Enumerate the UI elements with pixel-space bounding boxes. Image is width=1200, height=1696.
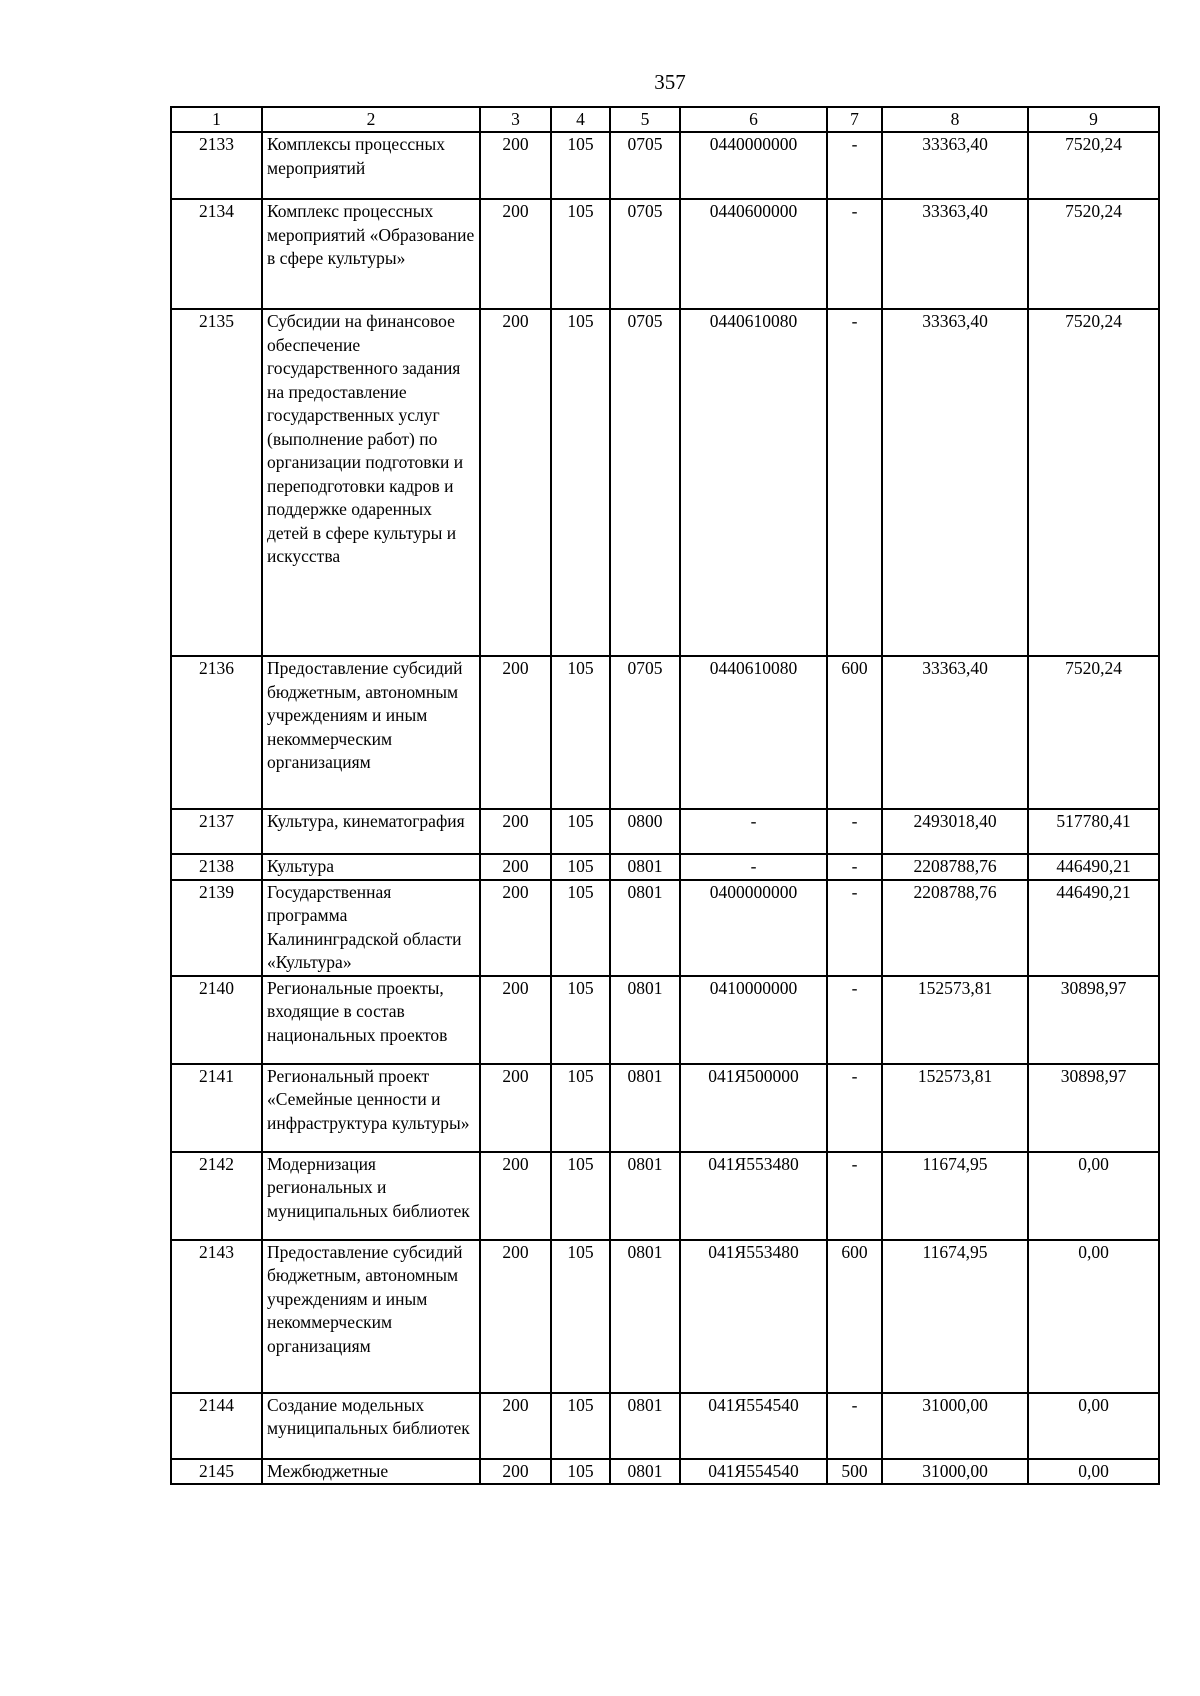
col7-value: - [827, 1152, 882, 1240]
col9-amount: 7520,24 [1028, 656, 1159, 809]
col6-value: 041Я553480 [680, 1152, 827, 1240]
row-name: Государственная программа Калининградской области «Культура» [262, 880, 480, 976]
table-row [171, 1240, 1159, 1393]
table-row [171, 880, 1159, 976]
col6-value: 041Я554540 [680, 1459, 827, 1485]
table-row [171, 1064, 1159, 1152]
table-row [171, 854, 1159, 880]
col3-value: 200 [480, 1152, 551, 1240]
col7-value: - [827, 854, 882, 880]
col5-value: 0705 [610, 132, 680, 199]
row-number: 2145 [171, 1459, 262, 1485]
table-row [171, 1152, 1159, 1240]
row-number: 2140 [171, 976, 262, 1064]
col3-value: 200 [480, 309, 551, 656]
col6-value: - [680, 854, 827, 880]
col4-value: 105 [551, 199, 610, 309]
row-number: 2139 [171, 880, 262, 976]
col7-value: - [827, 976, 882, 1064]
column-header-3: 3 [480, 107, 551, 132]
col7-value: - [827, 1393, 882, 1459]
col8-amount: 2493018,40 [882, 809, 1028, 854]
col5-value: 0801 [610, 976, 680, 1064]
col8-amount: 31000,00 [882, 1393, 1028, 1459]
col5-value: 0801 [610, 1064, 680, 1152]
column-header-9: 9 [1028, 107, 1159, 132]
col5-value: 0705 [610, 656, 680, 809]
col8-amount: 33363,40 [882, 309, 1028, 656]
col3-value: 200 [480, 1459, 551, 1485]
col5-value: 0705 [610, 309, 680, 656]
col9-amount: 0,00 [1028, 1152, 1159, 1240]
table-row [171, 1459, 1159, 1485]
col5-value: 0801 [610, 880, 680, 976]
col5-value: 0801 [610, 1152, 680, 1240]
col3-value: 200 [480, 656, 551, 809]
col8-amount: 33363,40 [882, 199, 1028, 309]
col6-value: 0440610080 [680, 656, 827, 809]
table-row [171, 1393, 1159, 1459]
col7-value: - [827, 809, 882, 854]
row-name: Модернизация региональных и муниципальных библиотек [262, 1152, 480, 1240]
col9-amount: 0,00 [1028, 1393, 1159, 1459]
col4-value: 105 [551, 880, 610, 976]
col6-value: 041Я553480 [680, 1240, 827, 1393]
col7-value: 600 [827, 656, 882, 809]
col5-value: 0800 [610, 809, 680, 854]
col9-amount: 7520,24 [1028, 132, 1159, 199]
row-number: 2133 [171, 132, 262, 199]
table-row [171, 656, 1159, 809]
col7-value: - [827, 132, 882, 199]
col3-value: 200 [480, 199, 551, 309]
col4-value: 105 [551, 1393, 610, 1459]
col7-value: - [827, 880, 882, 976]
col3-value: 200 [480, 1240, 551, 1393]
col9-amount: 7520,24 [1028, 199, 1159, 309]
col8-amount: 2208788,76 [882, 880, 1028, 976]
column-header-1: 1 [171, 107, 262, 132]
row-name: Комплекс процессных мероприятий «Образование в сфере культуры» [262, 199, 480, 309]
row-name: Субсидии на финансовое обеспечение государственного задания на предоставление государственных услуг (выполнение работ) по организации подготовки и переподготовки кадров и поддержке одаренных детей в сфере культуры и искусства [262, 309, 480, 656]
table-row [171, 809, 1159, 854]
column-header-6: 6 [680, 107, 827, 132]
row-number: 2138 [171, 854, 262, 880]
table-body [171, 132, 1159, 1484]
col7-value: 600 [827, 1240, 882, 1393]
col3-value: 200 [480, 1064, 551, 1152]
col4-value: 105 [551, 309, 610, 656]
col6-value: 041Я554540 [680, 1393, 827, 1459]
table-header-row [171, 107, 1159, 132]
col5-value: 0801 [610, 854, 680, 880]
col3-value: 200 [480, 809, 551, 854]
col5-value: 0801 [610, 1459, 680, 1485]
row-name: Комплексы процессных мероприятий [262, 132, 480, 199]
col4-value: 105 [551, 854, 610, 880]
row-name: Предоставление субсидий бюджетным, автономным учреждениям и иным некоммерческим организациям [262, 656, 480, 809]
column-header-8: 8 [882, 107, 1028, 132]
col7-value: - [827, 1064, 882, 1152]
row-number: 2142 [171, 1152, 262, 1240]
column-header-7: 7 [827, 107, 882, 132]
column-header-4: 4 [551, 107, 610, 132]
col8-amount: 31000,00 [882, 1459, 1028, 1485]
col3-value: 200 [480, 880, 551, 976]
col4-value: 105 [551, 1459, 610, 1485]
table-row [171, 976, 1159, 1064]
col5-value: 0801 [610, 1393, 680, 1459]
col5-value: 0705 [610, 199, 680, 309]
col9-amount: 446490,21 [1028, 880, 1159, 976]
col6-value: 0410000000 [680, 976, 827, 1064]
row-name: Культура, кинематография [262, 809, 480, 854]
col6-value: - [680, 809, 827, 854]
col8-amount: 152573,81 [882, 976, 1028, 1064]
page-number: 357 [654, 70, 686, 94]
col4-value: 105 [551, 656, 610, 809]
col5-value: 0801 [610, 1240, 680, 1393]
col3-value: 200 [480, 1393, 551, 1459]
row-name: Межбюджетные [262, 1459, 480, 1485]
col6-value: 0400000000 [680, 880, 827, 976]
col4-value: 105 [551, 132, 610, 199]
col8-amount: 11674,95 [882, 1152, 1028, 1240]
col4-value: 105 [551, 1064, 610, 1152]
col9-amount: 7520,24 [1028, 309, 1159, 656]
col3-value: 200 [480, 854, 551, 880]
row-name: Предоставление субсидий бюджетным, автономным учреждениям и иным некоммерческим организациям [262, 1240, 480, 1393]
col9-amount: 517780,41 [1028, 809, 1159, 854]
col8-amount: 33363,40 [882, 656, 1028, 809]
col6-value: 041Я500000 [680, 1064, 827, 1152]
col6-value: 0440600000 [680, 199, 827, 309]
row-number: 2143 [171, 1240, 262, 1393]
col9-amount: 30898,97 [1028, 976, 1159, 1064]
col7-value: 500 [827, 1459, 882, 1485]
row-name: Региональные проекты, входящие в состав национальных проектов [262, 976, 480, 1064]
col3-value: 200 [480, 976, 551, 1064]
col7-value: - [827, 309, 882, 656]
column-header-2: 2 [262, 107, 480, 132]
row-name: Региональный проект «Семейные ценности и инфраструктура культуры» [262, 1064, 480, 1152]
col8-amount: 11674,95 [882, 1240, 1028, 1393]
table-row [171, 199, 1159, 309]
col3-value: 200 [480, 132, 551, 199]
table-row [171, 132, 1159, 199]
col7-value: - [827, 199, 882, 309]
budget-table [170, 106, 1160, 1485]
row-name: Культура [262, 854, 480, 880]
row-number: 2144 [171, 1393, 262, 1459]
row-number: 2137 [171, 809, 262, 854]
col9-amount: 0,00 [1028, 1459, 1159, 1485]
col8-amount: 33363,40 [882, 132, 1028, 199]
row-number: 2135 [171, 309, 262, 656]
row-name: Создание модельных муниципальных библиотек [262, 1393, 480, 1459]
row-number: 2141 [171, 1064, 262, 1152]
col4-value: 105 [551, 1152, 610, 1240]
col6-value: 0440610080 [680, 309, 827, 656]
col4-value: 105 [551, 1240, 610, 1393]
row-number: 2136 [171, 656, 262, 809]
col6-value: 0440000000 [680, 132, 827, 199]
row-number: 2134 [171, 199, 262, 309]
col8-amount: 152573,81 [882, 1064, 1028, 1152]
table-row [171, 309, 1159, 656]
col4-value: 105 [551, 976, 610, 1064]
column-header-5: 5 [610, 107, 680, 132]
col8-amount: 2208788,76 [882, 854, 1028, 880]
col4-value: 105 [551, 809, 610, 854]
col9-amount: 30898,97 [1028, 1064, 1159, 1152]
col9-amount: 0,00 [1028, 1240, 1159, 1393]
col9-amount: 446490,21 [1028, 854, 1159, 880]
